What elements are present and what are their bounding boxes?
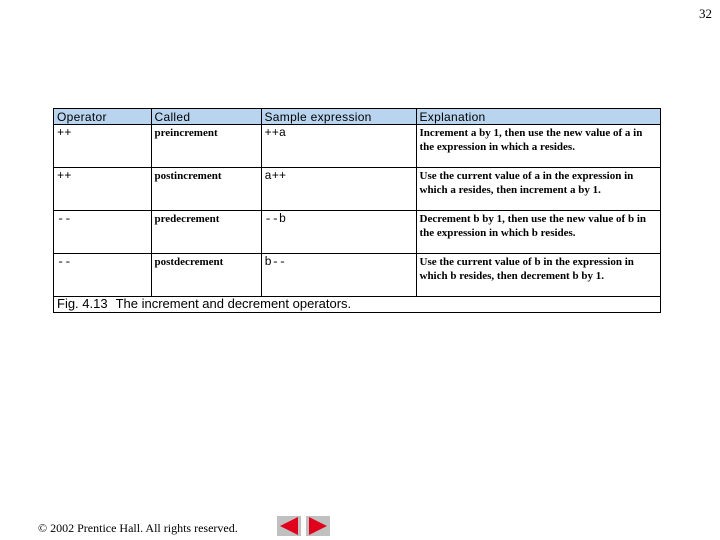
header-explanation: Explanation [416, 109, 660, 125]
operator-cell: ++ [54, 125, 151, 168]
page-number: 32 [699, 6, 712, 21]
operator-table [54, 109, 660, 297]
explanation-cell: Increment a by 1, then use the new value of a in the expression in which a resides. [416, 125, 660, 168]
sample-cell: b-- [261, 254, 416, 297]
called-cell: predecrement [151, 211, 261, 254]
table-row [54, 168, 660, 211]
called-cell: preincrement [151, 125, 261, 168]
table-row [54, 211, 660, 254]
table-row [54, 254, 660, 297]
operator-cell: -- [54, 211, 151, 254]
header-sample-expression: Sample expression [261, 109, 416, 125]
table-row [54, 125, 660, 168]
operator-cell: ++ [54, 168, 151, 211]
header-called: Called [151, 109, 261, 125]
copyright-footer: © 2002 Prentice Hall. All rights reserved. [38, 521, 238, 535]
previous-slide-button[interactable] [277, 516, 301, 536]
explanation-cell: Decrement b by 1, then use the new value of b in the expression in which b resides. [416, 211, 660, 254]
explanation-cell: Use the current value of a in the expression in which a resides, then increment a by 1. [416, 168, 660, 211]
figure-caption-text: The increment and decrement operators. [115, 296, 352, 311]
sample-cell: ++a [261, 125, 416, 168]
operator-cell: -- [54, 254, 151, 297]
operator-table-figure [53, 108, 661, 313]
explanation-cell: Use the current value of b in the expression in which b resides, then decrement b by 1. [416, 254, 660, 297]
sample-cell: a++ [261, 168, 416, 211]
called-cell: postdecrement [151, 254, 261, 297]
header-operator: Operator [54, 109, 151, 125]
figure-caption [57, 296, 351, 311]
called-cell: postincrement [151, 168, 261, 211]
figure-number: Fig. 4.13 [57, 296, 108, 311]
left-arrow-icon [280, 517, 298, 535]
right-arrow-icon [309, 517, 327, 535]
next-slide-button[interactable] [306, 516, 330, 536]
sample-cell: --b [261, 211, 416, 254]
table-header-row [54, 109, 660, 125]
